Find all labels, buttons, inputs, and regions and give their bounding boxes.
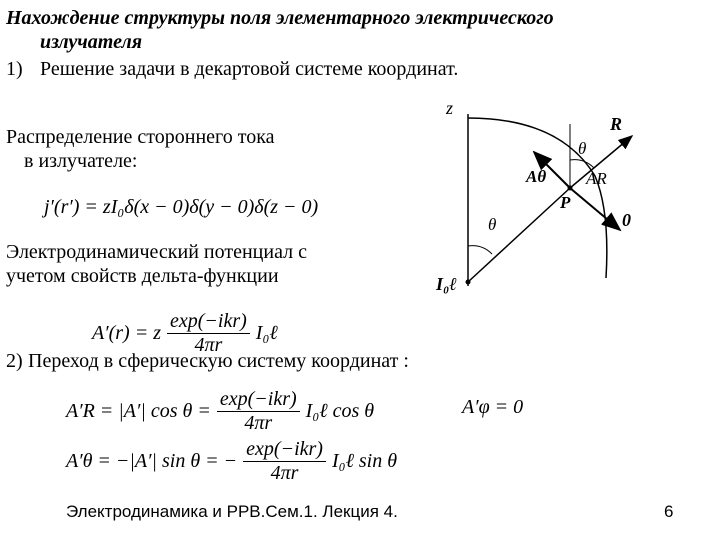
r-label: R <box>610 114 623 134</box>
z-label: z <box>446 98 454 118</box>
current-label-line-2: в излучателе: <box>24 150 138 172</box>
ar-equation <box>66 388 374 435</box>
potential-denominator: 4πr <box>194 334 223 356</box>
atheta-numerator: exp(−ikr) <box>243 438 326 462</box>
section-2-number: 2) <box>6 350 23 372</box>
radius-line <box>468 188 570 282</box>
current-distribution-label <box>6 125 275 173</box>
spherical-coordinates-diagram <box>410 96 670 296</box>
title-line-1: Нахождение структуры поля элементарного электрического <box>6 7 554 29</box>
potential-label-line-1: Электродинамический потенциал с <box>6 241 307 263</box>
potential-label <box>6 240 307 288</box>
atheta-denominator: 4πr <box>270 462 299 484</box>
ar-numerator: exp(−ikr) <box>217 388 300 412</box>
section-2-text: Переход в сферическую систему координат : <box>28 350 409 372</box>
aphi-equation: A′φ = 0 <box>462 396 524 418</box>
ar-rhs: I₀ℓ cos θ <box>305 400 375 422</box>
p-label: P <box>560 193 571 212</box>
a-r-vector <box>570 188 620 230</box>
ar-denominator: 4πr <box>244 412 273 434</box>
section-2-heading <box>6 350 409 373</box>
footer-text: Электродинамика и РРВ.Сем.1. Лекция 4. <box>66 502 398 521</box>
page-number: 6 <box>664 502 674 521</box>
potential-lhs: A′(r) = z <box>92 322 161 344</box>
atheta-fraction <box>243 438 326 485</box>
page-title <box>6 6 554 54</box>
section-1-text: Решение задачи в декартовой системе координат. <box>40 58 459 80</box>
a-theta-label: Aθ <box>526 167 547 186</box>
theta-top-label: θ <box>578 139 587 158</box>
theta-arc-top <box>570 160 594 168</box>
section-1-heading <box>6 58 458 81</box>
potential-label-line-2: учетом свойств дельта-функции <box>6 265 279 287</box>
ar-fraction <box>217 388 300 435</box>
atheta-equation <box>66 438 397 485</box>
potential-numerator: exp(−ikr) <box>167 310 250 334</box>
theta-origin-label: θ <box>488 215 497 234</box>
zero-label: 0 <box>622 210 631 230</box>
a-r-label: AR <box>586 169 607 188</box>
theta-arc-origin <box>468 246 492 254</box>
title-line-2: излучателя <box>40 31 143 53</box>
current-label-line-1: Распределение стороннего тока <box>6 126 275 148</box>
section-1-number: 1) <box>6 58 23 80</box>
source-point <box>466 280 471 285</box>
source-label: I₀ℓ <box>436 274 457 294</box>
atheta-rhs: I₀ℓ sin θ <box>331 450 398 472</box>
potential-factor: I₀ℓ <box>255 322 278 344</box>
atheta-lhs: A′θ = −|A′| sin θ = − <box>66 450 238 472</box>
current-equation: j′(r′) = zI₀δ(x − 0)δ(y − 0)δ(z − 0) <box>44 196 319 218</box>
ar-lhs: A′R = |A′| cos θ = <box>66 400 211 422</box>
point-p <box>568 186 573 191</box>
